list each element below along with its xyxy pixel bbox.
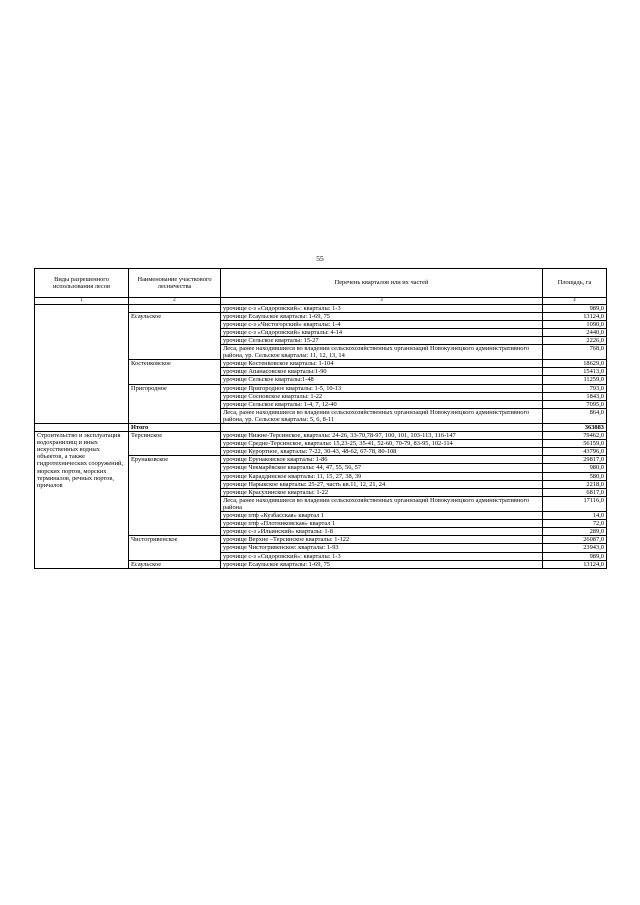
quarters-cell: урочище Апанасовское кварталы:1-90	[221, 368, 543, 376]
area-cell: 2440,0	[543, 328, 607, 336]
quarters-cell: урочище с-з «Сидоровский»: кварталы: 1-3	[221, 304, 543, 312]
area-cell: 6817,0	[543, 488, 607, 496]
quarters-cell: урочище птф «Кузбасская» квартал 1	[221, 512, 543, 520]
column-index: 2	[129, 298, 221, 305]
table-body-section-2	[35, 432, 607, 569]
quarters-cell: Леса, ранее находившиеся во владении сельскохозяйственных организаций Новокузнецкого административного района	[221, 496, 543, 511]
forestry-name-cell	[129, 304, 221, 312]
header-kind: Виды разрешенного использования лесов	[35, 269, 129, 298]
area-cell: 864,0	[543, 408, 607, 423]
area-cell: 56159,0	[543, 440, 607, 448]
area-cell: 1843,0	[543, 392, 607, 400]
quarters-cell: урочище Костенковское кварталы: 1-104	[221, 360, 543, 368]
quarters-cell: урочище с-з «Сидоровский» кварталы: 4-14	[221, 328, 543, 336]
forestry-name-cell: Пригородное	[129, 384, 221, 423]
area-cell: 13124,0	[543, 312, 607, 320]
area-cell: 72,0	[543, 520, 607, 528]
quarters-cell: урочище с-з «Ильинский» кварталы: 1-8	[221, 528, 543, 536]
table-body-section-1	[35, 304, 607, 423]
quarters-cell: урочище Средне-Терсинское, кварталы: 15,23-25, 35-41, 52-60, 70-79, 83-95, 102-114	[221, 440, 543, 448]
forestry-name-cell: Есаульское	[129, 560, 221, 568]
area-cell: 989,0	[543, 552, 607, 560]
quarters-cell: урочище Пригородное кварталы: 1-5, 10-13	[221, 384, 543, 392]
quarters-cell: урочище с-з «Сидоровский»: кварталы: 1-3	[221, 552, 543, 560]
column-index: 1	[35, 298, 129, 305]
area-cell: 7095,0	[543, 400, 607, 408]
area-cell: 23943,0	[543, 544, 607, 552]
area-cell: 289,0	[543, 528, 607, 536]
area-cell: 18629,0	[543, 360, 607, 368]
area-cell: 26087,0	[543, 536, 607, 544]
header-quarters: Перечень кварталов или их частей	[221, 269, 543, 298]
area-cell: 580,0	[543, 472, 607, 480]
forest-use-table	[34, 268, 607, 569]
total-label: Итого	[129, 424, 221, 432]
forestry-name-cell: Ерунаковское	[129, 456, 221, 536]
quarters-cell: урочище Сельское кварталы: 15-27	[221, 336, 543, 344]
quarters-cell: урочище Караддинское кварталы: 11, 15, 27, 38, 39	[221, 472, 543, 480]
table-row	[35, 304, 607, 312]
area-cell: 2218,0	[543, 480, 607, 488]
area-cell: 11259,0	[543, 376, 607, 384]
column-index-row	[35, 298, 607, 305]
forestry-name-cell: Есаульское	[129, 312, 221, 360]
area-cell: 29817,0	[543, 456, 607, 464]
column-index: 3	[221, 298, 543, 305]
area-cell: 15413,0	[543, 368, 607, 376]
use-kind-cell	[35, 304, 129, 423]
quarters-cell: урочище Есаульское кварталы: 1-69, 75	[221, 312, 543, 320]
area-cell: 1090,0	[543, 320, 607, 328]
quarters-cell: урочище Курортное, кварталы: 7-22, 30-43, 48-62, 67-78, 80-108	[221, 448, 543, 456]
forestry-name-cell: Чистогривенское	[129, 536, 221, 560]
area-cell: 43796,0	[543, 448, 607, 456]
total-empty-cell	[35, 424, 129, 432]
area-cell: 17116,0	[543, 496, 607, 511]
area-cell: 13124,0	[543, 560, 607, 568]
quarters-cell: урочище Сельское кварталы: 1-4, 7, 12-40	[221, 400, 543, 408]
use-kind-cell: Строительство и эксплуатация водохранилищ и иных искусственных водных объектов, а также гидротехнических сооружений, морских портов, морских терминалов, речных портов, причалов	[35, 432, 129, 569]
quarters-cell: урочище Чекмарёвское кварталы: 44, 47, 55, 56, 57	[221, 464, 543, 472]
page-number: 55	[316, 254, 324, 263]
table-header-row	[35, 269, 607, 298]
area-cell: 14,0	[543, 512, 607, 520]
header-area: Площадь, га	[543, 269, 607, 298]
table-total-section	[35, 424, 607, 432]
quarters-cell: урочище Чистогривенское: кварталы: 1-93	[221, 544, 543, 552]
quarters-cell: урочище Есаульское кварталы: 1-69, 75	[221, 560, 543, 568]
quarters-cell: урочище Ерунаковское кварталы: 1-86	[221, 456, 543, 464]
area-cell: 768,0	[543, 345, 607, 360]
forestry-name-cell: Терсинское	[129, 432, 221, 456]
quarters-cell: Леса, ранее находившиеся во владении сельскохозяйственных организаций Новокузнецкого административного района, ур. Сельское кварталы: 5, 6, 8-11	[221, 408, 543, 423]
area-cell: 79462,0	[543, 432, 607, 440]
total-area: 363883	[543, 424, 607, 432]
area-cell: 989,0	[543, 304, 607, 312]
quarters-cell: урочище птф «Плотниковская» квартал 1	[221, 520, 543, 528]
header-forestry: Наименование участкового лесничества	[129, 269, 221, 298]
quarters-cell: урочище с-з «Чистогорский» кварталы: 1-4	[221, 320, 543, 328]
table-row	[35, 432, 607, 440]
forestry-name-cell: Костенковское	[129, 360, 221, 384]
total-row	[35, 424, 607, 432]
quarters-cell: урочище Нижне-Терсинское, кварталы: 24-26, 33-70,78-97, 100, 101, 103-113, 116-147	[221, 432, 543, 440]
quarters-cell: урочище Красулинское кварталы: 1-22	[221, 488, 543, 496]
quarters-cell: урочище Сельское кварталы:1-48	[221, 376, 543, 384]
quarters-cell: урочище Верхне –Терсинское кварталы: 1-122	[221, 536, 543, 544]
area-cell: 793,0	[543, 384, 607, 392]
quarters-cell: урочище Сосновское кварталы: 1-22	[221, 392, 543, 400]
column-index: 4	[543, 298, 607, 305]
area-cell: 980,0	[543, 464, 607, 472]
total-empty-cell	[221, 424, 543, 432]
quarters-cell: урочище Нарыкское кварталы: 25-27, часть кв.11, 12, 21, 24	[221, 480, 543, 488]
area-cell: 2226,0	[543, 336, 607, 344]
quarters-cell: Леса, ранее находившиеся во владении сельскохозяйственных организаций Новокузнецкого административного района, ур. Сельское кварталы: 11, 12, 13, 14	[221, 345, 543, 360]
